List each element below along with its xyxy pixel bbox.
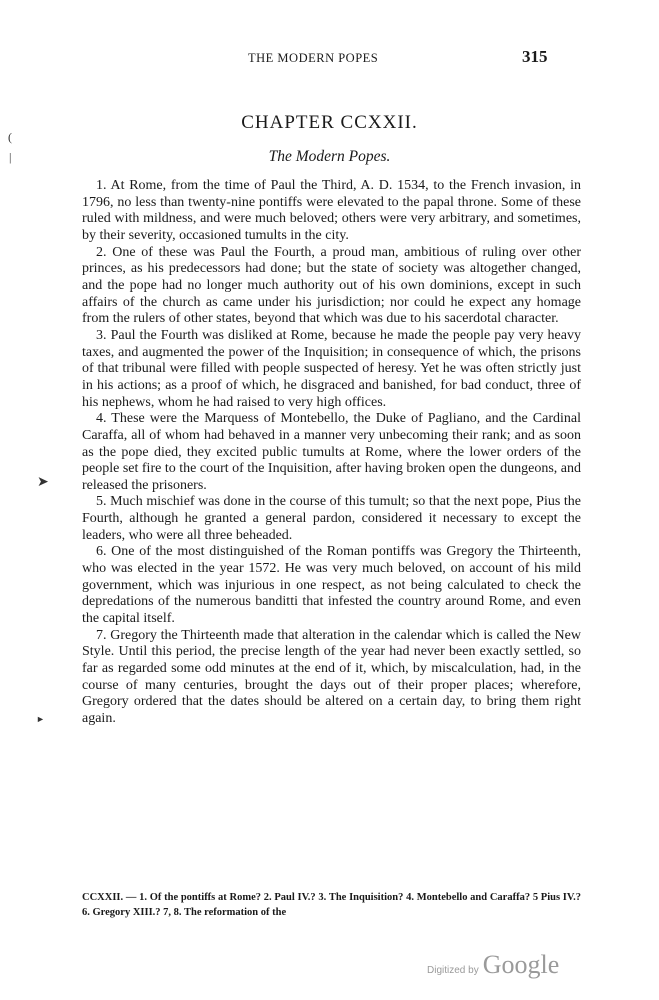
paragraph-4: 4. These were the Marquess of Montebello, the Duke of Pagliano, and the Cardinal Caraffa, all of whom had behaved in a manner very unbecoming their rank; and as soon as the pope died, they excited public tumults at Rome, where the lower orders of the people set fire to the court of the Inquisition, after having broken open the dungeons, and released the prisoners.	[82, 411, 581, 493]
margin-tick-mark: |	[9, 150, 12, 164]
page-number: 315	[522, 47, 548, 66]
margin-pointer-icon: ►	[36, 714, 45, 724]
google-logo: Google	[482, 950, 560, 979]
paragraph-5: 5. Much mischief was done in the course of this tumult; so that the next pope, Pius the Fourth, although he granted a general pardon, considered it necessary to except the leaders, who were all three beheaded.	[82, 494, 581, 543]
paragraph-3: 3. Paul the Fourth was disliked at Rome, because he made the people pay very heavy taxes, and augmented the power of the Inquisition; in consequence of which, the prisons of that tribunal were filled with people suspected of heresy. Yet he was often strictly just in his actions; as a proof of which, he disgraced and banished, for bad conduct, three of his nephews, whom he had raised to very high offices.	[82, 327, 581, 410]
paragraph-7: 7. Gregory the Thirteenth made that alteration in the calendar which is called the New Style. Until this period, the precise length of the year had never been exactly settled, so far as regarded some odd minutes at the end of it, which, by miscalculation, had, in the course of many centuries, brought the days out of their proper places; wherefore, Gregory ordered that the dates should be altered on a certain day, to bring them right again.	[82, 627, 581, 726]
margin-bracket-mark: (	[8, 130, 12, 144]
watermark-prefix: Digitized by	[427, 965, 479, 976]
chapter-subtitle: The Modern Popes.	[268, 148, 391, 165]
body-text	[82, 178, 581, 728]
digitized-watermark	[427, 950, 559, 980]
page-header	[0, 47, 659, 71]
running-head: THE MODERN POPES	[248, 51, 379, 65]
margin-arrow-icon: ➤	[37, 475, 49, 490]
paragraph-1: 1. At Rome, from the time of Paul the Third, A. D. 1534, to the French invasion, in 1796, no less than twenty-nine pontiffs were elevated to the papal throne. Some of these ruled with mildness, and were much beloved; others were very arbitrary, and sometimes, by their severity, occasioned tumults in the city.	[82, 178, 581, 243]
footnote: CCXXII. — 1. Of the pontiffs at Rome? 2. Paul IV.? 3. The Inquisition? 4. Montebello and Caraffa? 5 Pius IV.? 6. Gregory XIII.? 7, 8. The reformation of the	[82, 892, 581, 918]
chapter-title: CHAPTER CCXXII.	[241, 112, 418, 133]
paragraph-2: 2. One of these was Paul the Fourth, a proud man, ambitious of ruling over other princes, as his predecessors had done; but the state of society was altogether changed, and the pope had no longer much authority out of his own dominions, except in such affairs of the church as came under his jurisdiction; nor could he expect any homage from the rulers of other states, beyond that which was due to his sacerdotal character.	[82, 244, 581, 327]
paragraph-6: 6. One of the most distinguished of the Roman pontiffs was Gregory the Thirteenth, who was elected in the year 1572. He was very much beloved, on account of his mild government, which was injurious in one respect, as not being calculated to check the depredations of the numerous banditti that infested the country around Rome, and even the capital itself.	[82, 544, 581, 627]
